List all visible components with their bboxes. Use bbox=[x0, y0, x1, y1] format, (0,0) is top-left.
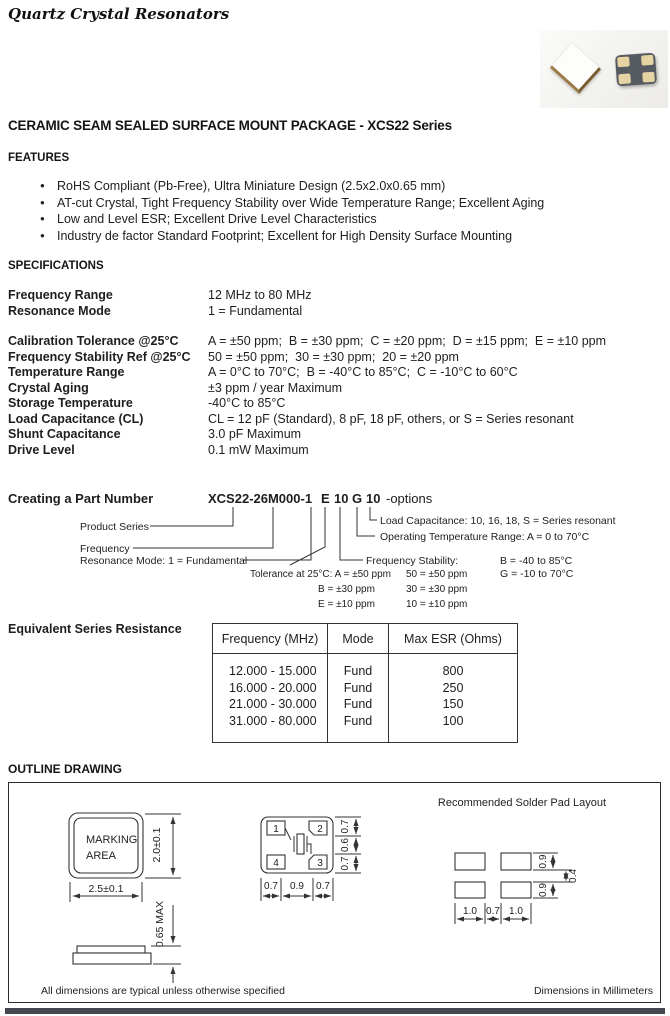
esr-value: 250 bbox=[442, 680, 464, 695]
outline-heading: OUTLINE DRAWING bbox=[8, 762, 122, 776]
label-resonance-mode: Resonance Mode: 1 = Fundamental bbox=[80, 555, 248, 567]
esr-mode: Fund bbox=[328, 680, 389, 697]
label-product-series: Product Series bbox=[80, 521, 149, 533]
label-stability-10: 10 = ±10 ppm bbox=[406, 599, 468, 610]
crystal-package-top-photo bbox=[550, 43, 601, 94]
specifications-list bbox=[8, 288, 668, 458]
spec-label: Frequency Range bbox=[8, 288, 113, 302]
spec-value: 50 = ±50 ppm; 30 = ±30 ppm; 20 = ±20 ppm bbox=[208, 349, 459, 364]
esr-header-row bbox=[213, 624, 518, 654]
esr-col-maxesr: Max ESR (Ohms) bbox=[389, 624, 518, 654]
dim-pad-h3: 0.7 bbox=[316, 881, 330, 892]
spec-label: Crystal Aging bbox=[8, 380, 89, 395]
pad-number-3: 3 bbox=[317, 858, 323, 869]
spec-row bbox=[8, 381, 668, 397]
outline-note-left: All dimensions are typical unless otherwise specified bbox=[41, 985, 285, 997]
dim-pad-v3: 0.7 bbox=[340, 856, 351, 871]
crystal-package-bottom-photo bbox=[615, 53, 657, 87]
esr-frequency: 12.000 - 15.000 bbox=[213, 654, 328, 680]
spec-row bbox=[8, 288, 668, 304]
esr-row bbox=[213, 696, 518, 713]
spec-label: Frequency Stability Ref @25°C bbox=[8, 349, 191, 364]
esr-value: 100 bbox=[442, 713, 464, 728]
part-number-diagram bbox=[0, 485, 670, 620]
feature-item: ● AT-cut Crystal, Tight Frequency Stability over Wide Temperature Range; Excellent Aging bbox=[40, 195, 660, 212]
esr-row bbox=[213, 654, 518, 680]
package-side-view bbox=[73, 901, 181, 983]
dim-solder-h3: 1.0 bbox=[509, 906, 523, 917]
feature-item: ● RoHS Compliant (Pb-Free), Ultra Miniature Design (2.5x2.0x0.65 mm) bbox=[40, 178, 660, 195]
dim-solder-v2: 0.4 bbox=[568, 869, 579, 883]
brand-title: Quartz Crystal Resonators bbox=[8, 5, 230, 23]
outline-note-right: Dimensions in Millimeters bbox=[533, 985, 653, 997]
package-top-view bbox=[69, 813, 181, 902]
label-temp-g: G = -10 to 70°C bbox=[500, 568, 574, 580]
page-title: CERAMIC SEAM SEALED SURFACE MOUNT PACKAGE - XCS22 Series bbox=[8, 118, 452, 133]
dim-package-height: 2.0±0.1 bbox=[151, 827, 163, 863]
esr-mode: Fund bbox=[328, 654, 389, 680]
esr-frequency: 21.000 - 30.000 bbox=[213, 696, 328, 713]
pad-number-1: 1 bbox=[273, 824, 279, 835]
spec-value: -40°C to 85°C bbox=[208, 396, 286, 410]
esr-value: 800 bbox=[442, 664, 464, 679]
outline-drawing-box bbox=[8, 782, 661, 1003]
dim-package-width: 2.5±0.1 bbox=[88, 883, 124, 895]
spec-value: 3.0 pF Maximum bbox=[208, 427, 302, 441]
pad-number-2: 2 bbox=[317, 824, 323, 835]
spec-value: ±3 ppm / year Maximum bbox=[208, 380, 342, 395]
label-operating-temp: Operating Temperature Range: A = 0 to 70°C bbox=[380, 531, 590, 543]
specifications-heading: SPECIFICATIONS bbox=[8, 260, 104, 272]
dim-solder-h2: 0.7 bbox=[486, 906, 500, 917]
dim-solder-v1: 0.9 bbox=[538, 854, 549, 869]
spec-gap bbox=[8, 319, 668, 334]
esr-col-mode: Mode bbox=[328, 624, 389, 654]
feature-item: ● Low and Level ESR; Excellent Drive Level Characteristics bbox=[40, 211, 660, 228]
part-number-base: XCS22-26M000-1 bbox=[208, 491, 313, 506]
features-list bbox=[40, 178, 660, 244]
dim-package-thickness: 0.65 MAX bbox=[154, 900, 166, 948]
spec-row bbox=[8, 365, 668, 381]
part-number-options-suffix: -options bbox=[386, 491, 433, 506]
marking-area-line2: AREA bbox=[86, 850, 116, 862]
label-frequency: Frequency bbox=[80, 543, 130, 555]
gold-pad bbox=[618, 73, 631, 84]
solder-pad-layout bbox=[438, 797, 606, 924]
dim-pad-v2: 0.6 bbox=[340, 838, 351, 852]
label-tolerance-a: Tolerance at 25°C: A = ±50 ppm bbox=[250, 569, 391, 580]
spec-label: Calibration Tolerance @25°C bbox=[8, 334, 179, 348]
spec-label: Resonance Mode bbox=[8, 303, 111, 318]
label-load-capacitance: Load Capacitance: 10, 16, 18, S = Series resonant bbox=[380, 515, 616, 527]
feature-item: ● Industry de factor Standard Footprint; Excellent for High Density Surface Mounting bbox=[40, 228, 660, 245]
spec-label: Storage Temperature bbox=[8, 396, 133, 410]
esr-value: 150 bbox=[442, 697, 464, 712]
marking-area-line1: MARKING bbox=[86, 834, 138, 846]
esr-mode: Fund bbox=[328, 713, 389, 743]
label-temp-b: B = -40 to 85°C bbox=[500, 555, 573, 567]
solder-pad-title: Recommended Solder Pad Layout bbox=[437, 797, 607, 809]
esr-frequency: 16.000 - 20.000 bbox=[213, 680, 328, 697]
spec-label: Shunt Capacitance bbox=[8, 427, 121, 441]
product-photo bbox=[540, 30, 668, 108]
spec-label: Load Capacitance (CL) bbox=[8, 411, 144, 426]
label-frequency-stability: Frequency Stability: bbox=[366, 555, 459, 567]
label-stability-30: 30 = ±30 ppm bbox=[406, 584, 468, 595]
spec-label: Drive Level bbox=[8, 442, 75, 457]
esr-col-frequency: Frequency (MHz) bbox=[213, 624, 328, 654]
footer-bar bbox=[5, 1008, 665, 1014]
pad-number-4: 4 bbox=[273, 858, 279, 869]
spec-row bbox=[8, 334, 668, 350]
outline-drawing bbox=[9, 783, 660, 1002]
spec-row bbox=[8, 350, 668, 366]
spec-row bbox=[8, 304, 668, 320]
label-tolerance-e: E = ±10 ppm bbox=[318, 599, 375, 610]
pad-connection-view bbox=[261, 817, 361, 901]
spec-value: 1 = Fundamental bbox=[208, 303, 303, 318]
part-number-heading: Creating a Part Number bbox=[8, 491, 154, 506]
dim-pad-v1: 0.7 bbox=[340, 819, 351, 834]
esr-row bbox=[213, 680, 518, 697]
features-heading: FEATURES bbox=[8, 152, 70, 164]
part-number-loadcap-code: 10 bbox=[366, 491, 381, 506]
spec-value: A = 0°C to 70°C; B = -40°C to 85°C; C = -10°C to 60°C bbox=[208, 365, 518, 379]
spec-row bbox=[8, 427, 668, 443]
gold-pad bbox=[641, 55, 654, 66]
dim-solder-h1: 1.0 bbox=[463, 906, 477, 917]
part-number-temp-code: G bbox=[352, 491, 363, 506]
dim-pad-h1: 0.7 bbox=[264, 881, 278, 892]
spec-row bbox=[8, 396, 668, 412]
part-number-tolerance-code: E bbox=[321, 491, 330, 506]
part-number-stability-code: 10 bbox=[334, 491, 349, 506]
dim-pad-h2: 0.9 bbox=[290, 881, 304, 892]
spec-value: CL = 12 pF (Standard), 8 pF, 18 pF, others, or S = Series resonant bbox=[208, 411, 574, 426]
spec-value: 0.1 mW Maximum bbox=[208, 442, 309, 457]
esr-mode: Fund bbox=[328, 696, 389, 713]
esr-row bbox=[213, 713, 518, 743]
spec-row bbox=[8, 443, 668, 459]
spec-value: 12 MHz to 80 MHz bbox=[208, 288, 312, 302]
dim-solder-v3: 0.9 bbox=[538, 883, 549, 897]
label-stability-50: 50 = ±50 ppm bbox=[406, 569, 468, 580]
gold-pad bbox=[617, 56, 630, 67]
esr-heading: Equivalent Series Resistance bbox=[8, 622, 182, 636]
spec-value: A = ±50 ppm; B = ±30 ppm; C = ±20 ppm; D = ±15 ppm; E = ±10 ppm bbox=[208, 334, 607, 348]
label-tolerance-b: B = ±30 ppm bbox=[318, 584, 375, 595]
spec-label: Temperature Range bbox=[8, 365, 125, 379]
spec-row bbox=[8, 412, 668, 428]
gold-pad bbox=[642, 72, 655, 83]
esr-frequency: 31.000 - 80.000 bbox=[213, 713, 328, 743]
esr-table bbox=[212, 623, 518, 743]
